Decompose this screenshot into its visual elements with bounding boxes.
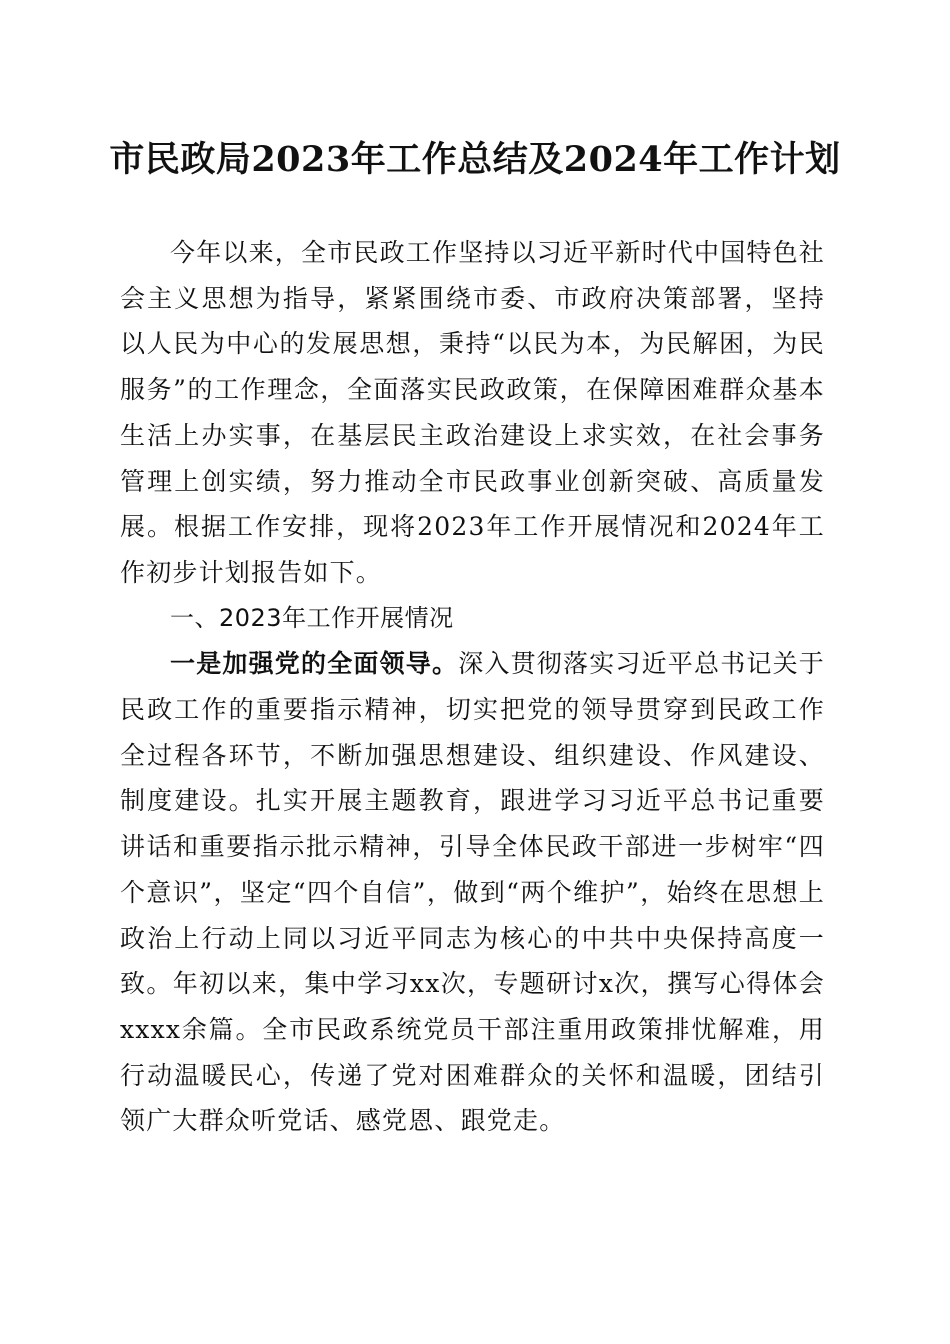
item-paragraph-1 — [120, 641, 825, 1144]
document-body — [120, 230, 825, 1144]
item-body-1: 深入贯彻落实习近平总书记关于民政工作的重要指示精神，切实把党的领导贯穿到民政工作全过程各环节，不断加强思想建设、组织建设、作风建设、制度建设。扎实开展主题教育，跟进学习习近平总书记重要讲话和重要指示批示精神，引导全体民政干部进一步树牢“四个意识”，坚定“四个自信”，做到“两个维护”，始终在思想上政治上行动上同以习近平同志为核心的中共中央保持高度一致。年初以来，集中学习xx次，专题研讨x次，撰写心得体会xxxx余篇。全市民政系统党员干部注重用政策排忧解难，用行动温暖民心，传递了党对困难群众的关怀和温暖，团结引领广大群众听党话、感党恩、跟党走。 — [120, 649, 826, 1136]
document-title: 市民政局2023年工作总结及2024年工作计划 — [109, 139, 841, 180]
section-heading-1: 一、2023年工作开展情况 — [170, 603, 454, 632]
intro-paragraph: 今年以来，全市民政工作坚持以习近平新时代中国特色社会主义思想为指导，紧紧围绕市委、市政府决策部署，坚持以人民为中心的发展思想，秉持“以民为本，为民解困，为民服务”的工作理念，全面落实民政政策，在保障困难群众基本生活上办实事，在基层民主政治建设上求实效，在社会事务管理上创实绩，努力推动全市民政事业创新突破、高质量发展。根据工作安排，现将2023年工作开展情况和2024年工作初步计划报告如下。 — [120, 238, 826, 587]
item-lead-1: 一是加强党的全面领导。 — [170, 649, 459, 679]
